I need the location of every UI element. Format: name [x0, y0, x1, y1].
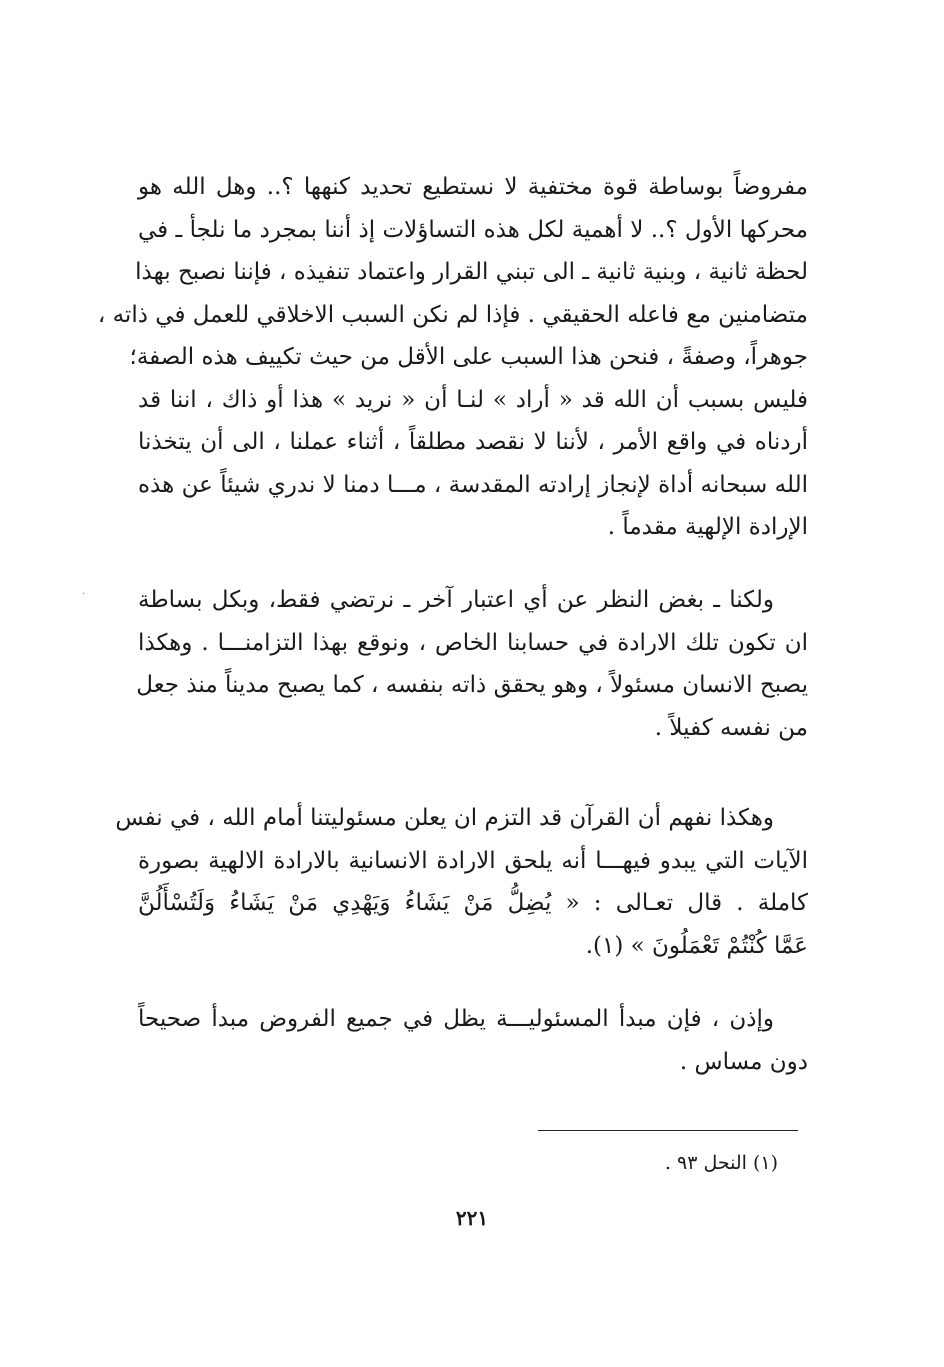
text-line: من نفسه كفيلاً . [654, 714, 808, 741]
footnote-divider [538, 1130, 798, 1131]
footnote: (١) النحل ٩٣ . [664, 1152, 778, 1174]
scan-speck-mark: · [82, 589, 86, 600]
text-line: يصبح الانسان مسئولاً ، وهو يحقق ذاته بنفسه ، كما يصبح مديناً منذ جعل [136, 672, 808, 698]
text-line: الله سبحانه أداة لإنجاز إرادته المقدسة ، مـــا دمنا لا ندري شيئاً عن هذه [138, 471, 808, 498]
quran-verse-line: كاملة . قال تعـالى : « يُضِلُّ مَنْ يَشَاءُ وَيَهْدِي مَنْ يَشَاءُ وَلَتُسْأَلُنَّ [138, 890, 808, 916]
text-line: أردناه في واقع الأمر ، لأننا لا نقصد مطلقاً ، أثناء عملنا ، الى أن يتخذنا [138, 429, 808, 455]
text-line: ولكنا ـ بغض النظر عن أي اعتبار آخر ـ نرتضي فقط، وبكل بساطة [138, 587, 774, 613]
text-line: مفروضاً بوساطة قوة مختفية لا نستطيع تحديد كنهها ؟.. وهل الله هو [138, 174, 808, 200]
text-line: وإذن ، فإن مبدأ المسئوليـــة يظل في جميع الفروض مبدأ صحيحاً [138, 1006, 774, 1032]
page-number: ٢٢١ [455, 1206, 489, 1230]
quran-verse-line: عَمَّا كُنْتُمْ تَعْمَلُونَ » (١). [585, 932, 808, 959]
paragraph-2 [138, 579, 808, 749]
text-line: فليس بسبب أن الله قد « أراد » لنـا أن « نريد » هذا أو ذاك ، اننا قد [138, 386, 808, 413]
text-line: الإرادة الإلهية مقدماً . [607, 514, 808, 540]
text-line: جوهراً، وصفةً ، فنحن هذا السبب على الأقل من حيث تكييف هذه الصفة؛ [129, 344, 808, 370]
text-line: الآيات التي يبدو فيهـــا أنه يلحق الارادة الانسانية بالارادة الالهية بصورة [138, 847, 808, 874]
paragraph-4 [138, 998, 808, 1083]
text-line: دون مساس . [679, 1048, 808, 1075]
text-line: وهكذا نفهم أن القرآن قد التزم ان يعلن مسئوليتنا أمام الله ، في نفس [115, 805, 774, 831]
paragraph-1 [97, 166, 808, 549]
text-line: لحظة ثانية ، وبنية ثانية ـ الى تبني القرار واعتماد تنفيذه ، فإننا نصبح بهذا [135, 259, 808, 285]
text-line: متضامنين مع فاعله الحقيقي . فإذا لم نكن السبب الاخلاقي للعمل في ذاته ، [97, 301, 808, 328]
paragraph-3 [115, 797, 808, 967]
text-line: ان تكون تلك الارادة في حسابنا الخاص ، ونوقع بهذا التزامنـــا . وهكذا [138, 629, 808, 656]
text-line: محركها الأول ؟.. لا أهمية لكل هذه التساؤلات إذ أننا بمجرد ما نلجأ ـ في [138, 216, 808, 243]
